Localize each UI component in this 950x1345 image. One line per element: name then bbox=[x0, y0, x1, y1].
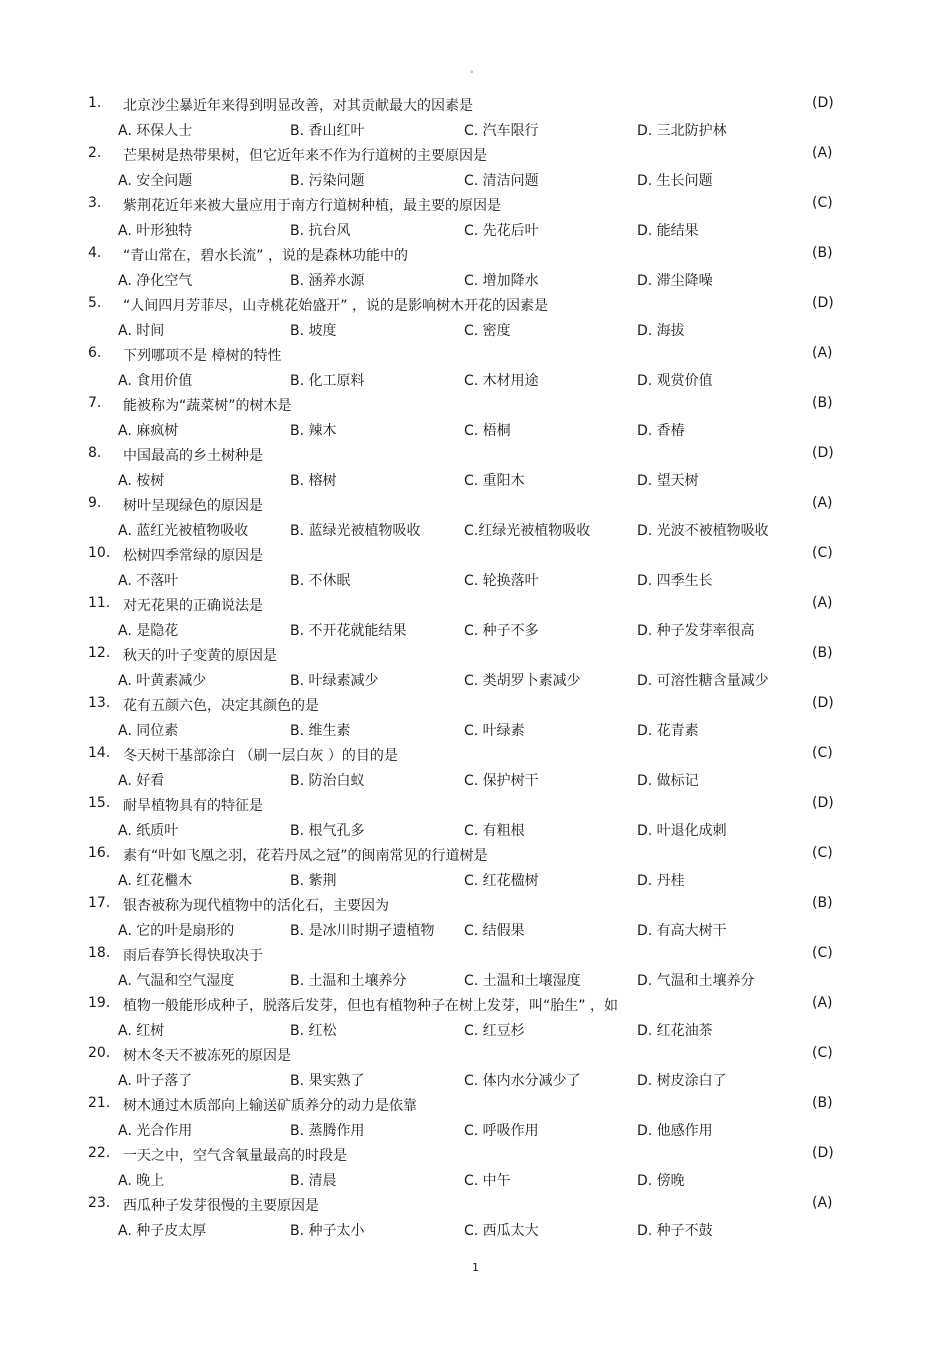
option-row bbox=[0, 720, 950, 740]
option-row bbox=[0, 1020, 950, 1040]
answer-key: (D) bbox=[812, 295, 834, 311]
option-a: A. 麻疯树 bbox=[118, 423, 179, 439]
option-row bbox=[0, 120, 950, 140]
option-d: D. 可溶性糖含量减少 bbox=[637, 673, 769, 689]
option-c: C. 结假果 bbox=[464, 923, 525, 939]
option-d: D. 丹桂 bbox=[637, 873, 685, 889]
option-b: B. 叶绿素减少 bbox=[290, 673, 379, 689]
option-a: A. 气温和空气湿度 bbox=[118, 973, 235, 989]
option-b: B. 抗台风 bbox=[290, 223, 351, 239]
question-stem-line bbox=[0, 1045, 950, 1065]
option-row bbox=[0, 670, 950, 690]
option-d: D. 四季生长 bbox=[637, 573, 713, 589]
option-row bbox=[0, 870, 950, 890]
option-b: B. 维生素 bbox=[290, 723, 351, 739]
question-number: 22. bbox=[88, 1145, 111, 1161]
option-c: C. 叶绿素 bbox=[464, 723, 525, 739]
option-d: D. 海拔 bbox=[637, 323, 685, 339]
option-b: B. 清晨 bbox=[290, 1173, 337, 1189]
question-stem-line bbox=[0, 195, 950, 215]
option-b: B. 香山红叶 bbox=[290, 123, 365, 139]
answer-key: (A) bbox=[812, 995, 833, 1011]
answer-key: (A) bbox=[812, 345, 833, 361]
question-stem-line bbox=[0, 695, 950, 715]
question-number: 8. bbox=[88, 445, 102, 461]
question-item bbox=[0, 841, 950, 891]
option-c: C. 土温和土壤湿度 bbox=[464, 973, 581, 989]
question-stem-line bbox=[0, 595, 950, 615]
question-stem: 植物一般能形成种子，脱落后发芽，但也有植物种子在树上发芽，叫“胎生” ，如 bbox=[123, 998, 618, 1014]
question-number: 10. bbox=[88, 545, 111, 561]
option-d: D. 气温和土壤养分 bbox=[637, 973, 755, 989]
answer-key: (D) bbox=[812, 695, 834, 711]
question-stem: 冬天树干基部涂白 （刷一层白灰 ）的目的是 bbox=[123, 748, 398, 764]
option-c: C. 有粗根 bbox=[464, 823, 525, 839]
question-stem-line bbox=[0, 945, 950, 965]
question-item bbox=[0, 441, 950, 491]
option-b: B. 蒸腾作用 bbox=[290, 1123, 365, 1139]
option-d: D. 有高大树干 bbox=[637, 923, 727, 939]
option-d: D. 香椿 bbox=[637, 423, 685, 439]
option-c: C. 增加降水 bbox=[464, 273, 539, 289]
option-a: A. 好看 bbox=[118, 773, 165, 789]
question-item bbox=[0, 1191, 950, 1241]
option-c: C.红绿光被植物吸收 bbox=[464, 523, 591, 539]
question-item bbox=[0, 1141, 950, 1191]
question-stem: 对无花果的正确说法是 bbox=[123, 598, 263, 614]
option-a: A. 叶子落了 bbox=[118, 1073, 193, 1089]
question-stem: 中国最高的乡土树种是 bbox=[123, 448, 263, 464]
answer-key: (C) bbox=[812, 545, 833, 561]
option-b: B. 果实熟了 bbox=[290, 1073, 365, 1089]
option-row bbox=[0, 320, 950, 340]
question-item bbox=[0, 1091, 950, 1141]
option-a: A. 蓝红光被植物吸收 bbox=[118, 523, 249, 539]
question-item bbox=[0, 1041, 950, 1091]
question-stem: 耐旱植物具有的特征是 bbox=[123, 798, 263, 814]
answer-key: (D) bbox=[812, 795, 834, 811]
option-a: A. 不落叶 bbox=[118, 573, 179, 589]
option-row bbox=[0, 970, 950, 990]
option-row bbox=[0, 1170, 950, 1190]
question-stem-line bbox=[0, 1145, 950, 1165]
question-stem-line bbox=[0, 645, 950, 665]
option-row bbox=[0, 270, 950, 290]
question-number: 11. bbox=[88, 595, 111, 611]
question-number: 2. bbox=[88, 145, 102, 161]
option-row bbox=[0, 470, 950, 490]
option-row bbox=[0, 220, 950, 240]
option-c: C. 类胡罗卜素减少 bbox=[464, 673, 581, 689]
question-item bbox=[0, 991, 950, 1041]
option-d: D. 红花油茶 bbox=[637, 1023, 713, 1039]
option-d: D. 三北防护林 bbox=[637, 123, 727, 139]
question-item bbox=[0, 941, 950, 991]
question-item bbox=[0, 141, 950, 191]
option-d: D. 生长问题 bbox=[637, 173, 713, 189]
question-stem: 花有五颜六色，决定其颜色的是 bbox=[123, 698, 319, 714]
question-number: 19. bbox=[88, 995, 111, 1011]
option-row bbox=[0, 170, 950, 190]
question-stem-line bbox=[0, 895, 950, 915]
option-a: A. 是隐花 bbox=[118, 623, 179, 639]
option-c: C. 西瓜太大 bbox=[464, 1223, 539, 1239]
answer-key: (D) bbox=[812, 1145, 834, 1161]
option-row bbox=[0, 1070, 950, 1090]
option-b: B. 辣木 bbox=[290, 423, 337, 439]
option-d: D. 能结果 bbox=[637, 223, 699, 239]
option-b: B. 防治白蚁 bbox=[290, 773, 365, 789]
question-stem-line bbox=[0, 395, 950, 415]
question-stem: 北京沙尘暴近年来得到明显改善，对其贡献最大的因素是 bbox=[123, 98, 473, 114]
option-b: B. 土温和土壤养分 bbox=[290, 973, 407, 989]
question-number: 14. bbox=[88, 745, 111, 761]
option-row bbox=[0, 620, 950, 640]
question-stem: 芒果树是热带果树，但它近年来不作为行道树的主要原因是 bbox=[123, 148, 487, 164]
question-stem-line bbox=[0, 495, 950, 515]
question-stem: 树叶呈现绿色的原因是 bbox=[123, 498, 263, 514]
question-stem-line bbox=[0, 295, 950, 315]
answer-key: (A) bbox=[812, 595, 833, 611]
question-stem: 一天之中，空气含氧量最高的时段是 bbox=[123, 1148, 347, 1164]
answer-key: (D) bbox=[812, 95, 834, 111]
option-d: D. 他感作用 bbox=[637, 1123, 713, 1139]
question-number: 21. bbox=[88, 1095, 111, 1111]
option-c: C. 重阳木 bbox=[464, 473, 525, 489]
option-row bbox=[0, 520, 950, 540]
option-row bbox=[0, 1220, 950, 1240]
option-a: A. 食用价值 bbox=[118, 373, 193, 389]
question-stem-line bbox=[0, 995, 950, 1015]
question-stem-line bbox=[0, 795, 950, 815]
option-a: A. 种子皮太厚 bbox=[118, 1223, 207, 1239]
option-d: D. 做标记 bbox=[637, 773, 699, 789]
option-b: B. 坡度 bbox=[290, 323, 337, 339]
question-item bbox=[0, 541, 950, 591]
question-stem: 下列哪项不是 樟树的特性 bbox=[123, 348, 282, 364]
option-b: B. 蓝绿光被植物吸收 bbox=[290, 523, 421, 539]
question-stem: 松树四季常绿的原因是 bbox=[123, 548, 263, 564]
question-stem: 树木通过木质部向上输送矿质养分的动力是依靠 bbox=[123, 1098, 417, 1114]
option-c: C. 中午 bbox=[464, 1173, 511, 1189]
page-number: 1 bbox=[472, 1261, 479, 1274]
question-stem: “青山常在，碧水长流” ，说的是森林功能中的 bbox=[123, 248, 408, 264]
question-number: 15. bbox=[88, 795, 111, 811]
option-a: A. 环保人士 bbox=[118, 123, 193, 139]
option-b: B. 是冰川时期孑遗植物 bbox=[290, 923, 435, 939]
option-row bbox=[0, 370, 950, 390]
option-c: C. 木材用途 bbox=[464, 373, 539, 389]
question-number: 5. bbox=[88, 295, 102, 311]
option-c: C. 密度 bbox=[464, 323, 511, 339]
header-mark: ° bbox=[470, 70, 474, 78]
option-row bbox=[0, 570, 950, 590]
question-item bbox=[0, 291, 950, 341]
question-stem: 雨后春笋长得快取决于 bbox=[123, 948, 263, 964]
option-b: B. 种子太小 bbox=[290, 1223, 365, 1239]
option-c: C. 保护树干 bbox=[464, 773, 539, 789]
option-c: C. 清洁问题 bbox=[464, 173, 539, 189]
question-stem-line bbox=[0, 845, 950, 865]
question-item bbox=[0, 741, 950, 791]
option-d: D. 种子不鼓 bbox=[637, 1223, 713, 1239]
question-stem: 秋天的叶子变黄的原因是 bbox=[123, 648, 277, 664]
question-stem-line bbox=[0, 1095, 950, 1115]
answer-key: (B) bbox=[812, 245, 833, 261]
option-b: B. 不开花就能结果 bbox=[290, 623, 407, 639]
question-stem-line bbox=[0, 545, 950, 565]
answer-key: (B) bbox=[812, 645, 833, 661]
option-d: D. 观赏价值 bbox=[637, 373, 713, 389]
option-a: A. 纸质叶 bbox=[118, 823, 179, 839]
option-d: D. 种子发芽率很高 bbox=[637, 623, 755, 639]
question-stem: 素有“叶如飞凰之羽，花若丹凤之冠”的闽南常见的行道树是 bbox=[123, 848, 488, 864]
question-number: 1. bbox=[88, 95, 102, 111]
answer-key: (B) bbox=[812, 1095, 833, 1111]
question-item bbox=[0, 641, 950, 691]
option-b: B. 红松 bbox=[290, 1023, 337, 1039]
option-b: B. 根气孔多 bbox=[290, 823, 365, 839]
option-d: D. 树皮涂白了 bbox=[637, 1073, 727, 1089]
option-d: D. 傍晚 bbox=[637, 1173, 685, 1189]
option-d: D. 滞尘降噪 bbox=[637, 273, 713, 289]
option-c: C. 先花后叶 bbox=[464, 223, 539, 239]
answer-key: (A) bbox=[812, 1195, 833, 1211]
answer-key: (C) bbox=[812, 195, 833, 211]
option-c: C. 体内水分减少了 bbox=[464, 1073, 581, 1089]
question-item bbox=[0, 341, 950, 391]
question-stem-line bbox=[0, 1195, 950, 1215]
option-a: A. 同位素 bbox=[118, 723, 179, 739]
question-number: 12. bbox=[88, 645, 111, 661]
option-a: A. 安全问题 bbox=[118, 173, 193, 189]
question-stem-line bbox=[0, 145, 950, 165]
question-item bbox=[0, 391, 950, 441]
answer-key: (C) bbox=[812, 845, 833, 861]
question-stem-line bbox=[0, 745, 950, 765]
option-b: B. 榕树 bbox=[290, 473, 337, 489]
question-stem: 树木冬天不被冻死的原因是 bbox=[123, 1048, 291, 1064]
question-item bbox=[0, 591, 950, 641]
option-c: C. 轮换落叶 bbox=[464, 573, 539, 589]
option-c: C. 呼吸作用 bbox=[464, 1123, 539, 1139]
option-d: D. 光波不被植物吸收 bbox=[637, 523, 769, 539]
option-a: A. 它的叶是扇形的 bbox=[118, 923, 235, 939]
question-stem: 紫荆花近年来被大量应用于南方行道树种植，最主要的原因是 bbox=[123, 198, 501, 214]
option-row bbox=[0, 820, 950, 840]
question-number: 7. bbox=[88, 395, 102, 411]
question-number: 3. bbox=[88, 195, 102, 211]
option-c: C. 种子不多 bbox=[464, 623, 539, 639]
option-row bbox=[0, 1120, 950, 1140]
question-stem-line bbox=[0, 445, 950, 465]
question-number: 9. bbox=[88, 495, 102, 511]
option-b: B. 不休眠 bbox=[290, 573, 351, 589]
option-a: A. 叶黄素减少 bbox=[118, 673, 207, 689]
option-a: A. 红树 bbox=[118, 1023, 165, 1039]
option-d: D. 叶退化成刺 bbox=[637, 823, 727, 839]
question-stem: 能被称为“蔬菜树”的树木是 bbox=[123, 398, 292, 414]
option-row bbox=[0, 770, 950, 790]
option-a: A. 时间 bbox=[118, 323, 165, 339]
option-row bbox=[0, 920, 950, 940]
question-number: 23. bbox=[88, 1195, 111, 1211]
option-a: A. 叶形独特 bbox=[118, 223, 193, 239]
question-number: 18. bbox=[88, 945, 111, 961]
option-c: C. 红豆杉 bbox=[464, 1023, 525, 1039]
question-item bbox=[0, 891, 950, 941]
option-d: D. 花青素 bbox=[637, 723, 699, 739]
answer-key: (A) bbox=[812, 145, 833, 161]
answer-key: (D) bbox=[812, 445, 834, 461]
question-stem-line bbox=[0, 345, 950, 365]
option-b: B. 涵养水源 bbox=[290, 273, 365, 289]
option-c: C. 梧桐 bbox=[464, 423, 511, 439]
option-a: A. 光合作用 bbox=[118, 1123, 193, 1139]
option-b: B. 紫荆 bbox=[290, 873, 337, 889]
question-number: 13. bbox=[88, 695, 111, 711]
question-number: 16. bbox=[88, 845, 111, 861]
question-item bbox=[0, 241, 950, 291]
question-number: 17. bbox=[88, 895, 111, 911]
question-item bbox=[0, 491, 950, 541]
question-item bbox=[0, 91, 950, 141]
question-stem-line bbox=[0, 95, 950, 115]
question-list bbox=[0, 91, 950, 1241]
question-stem: 银杏被称为现代植物中的活化石，主要因为 bbox=[123, 898, 389, 914]
option-row bbox=[0, 420, 950, 440]
option-b: B. 污染问题 bbox=[290, 173, 365, 189]
question-item bbox=[0, 691, 950, 741]
option-c: C. 汽车限行 bbox=[464, 123, 539, 139]
question-number: 20. bbox=[88, 1045, 111, 1061]
question-stem-line bbox=[0, 245, 950, 265]
question-number: 6. bbox=[88, 345, 102, 361]
question-stem: 西瓜种子发芽很慢的主要原因是 bbox=[123, 1198, 319, 1214]
answer-key: (C) bbox=[812, 745, 833, 761]
answer-key: (B) bbox=[812, 895, 833, 911]
answer-key: (A) bbox=[812, 495, 833, 511]
answer-key: (B) bbox=[812, 395, 833, 411]
question-number: 4. bbox=[88, 245, 102, 261]
option-a: A. 晚上 bbox=[118, 1173, 165, 1189]
question-item bbox=[0, 191, 950, 241]
answer-key: (C) bbox=[812, 1045, 833, 1061]
option-a: A. 桉树 bbox=[118, 473, 165, 489]
option-d: D. 望天树 bbox=[637, 473, 699, 489]
option-a: A. 净化空气 bbox=[118, 273, 193, 289]
answer-key: (C) bbox=[812, 945, 833, 961]
question-item bbox=[0, 791, 950, 841]
option-a: A. 红花檵木 bbox=[118, 873, 193, 889]
option-b: B. 化工原料 bbox=[290, 373, 365, 389]
option-c: C. 红花楹树 bbox=[464, 873, 539, 889]
question-stem: “人间四月芳菲尽，山寺桃花始盛开” ，说的是影响树木开花的因素是 bbox=[123, 298, 548, 314]
